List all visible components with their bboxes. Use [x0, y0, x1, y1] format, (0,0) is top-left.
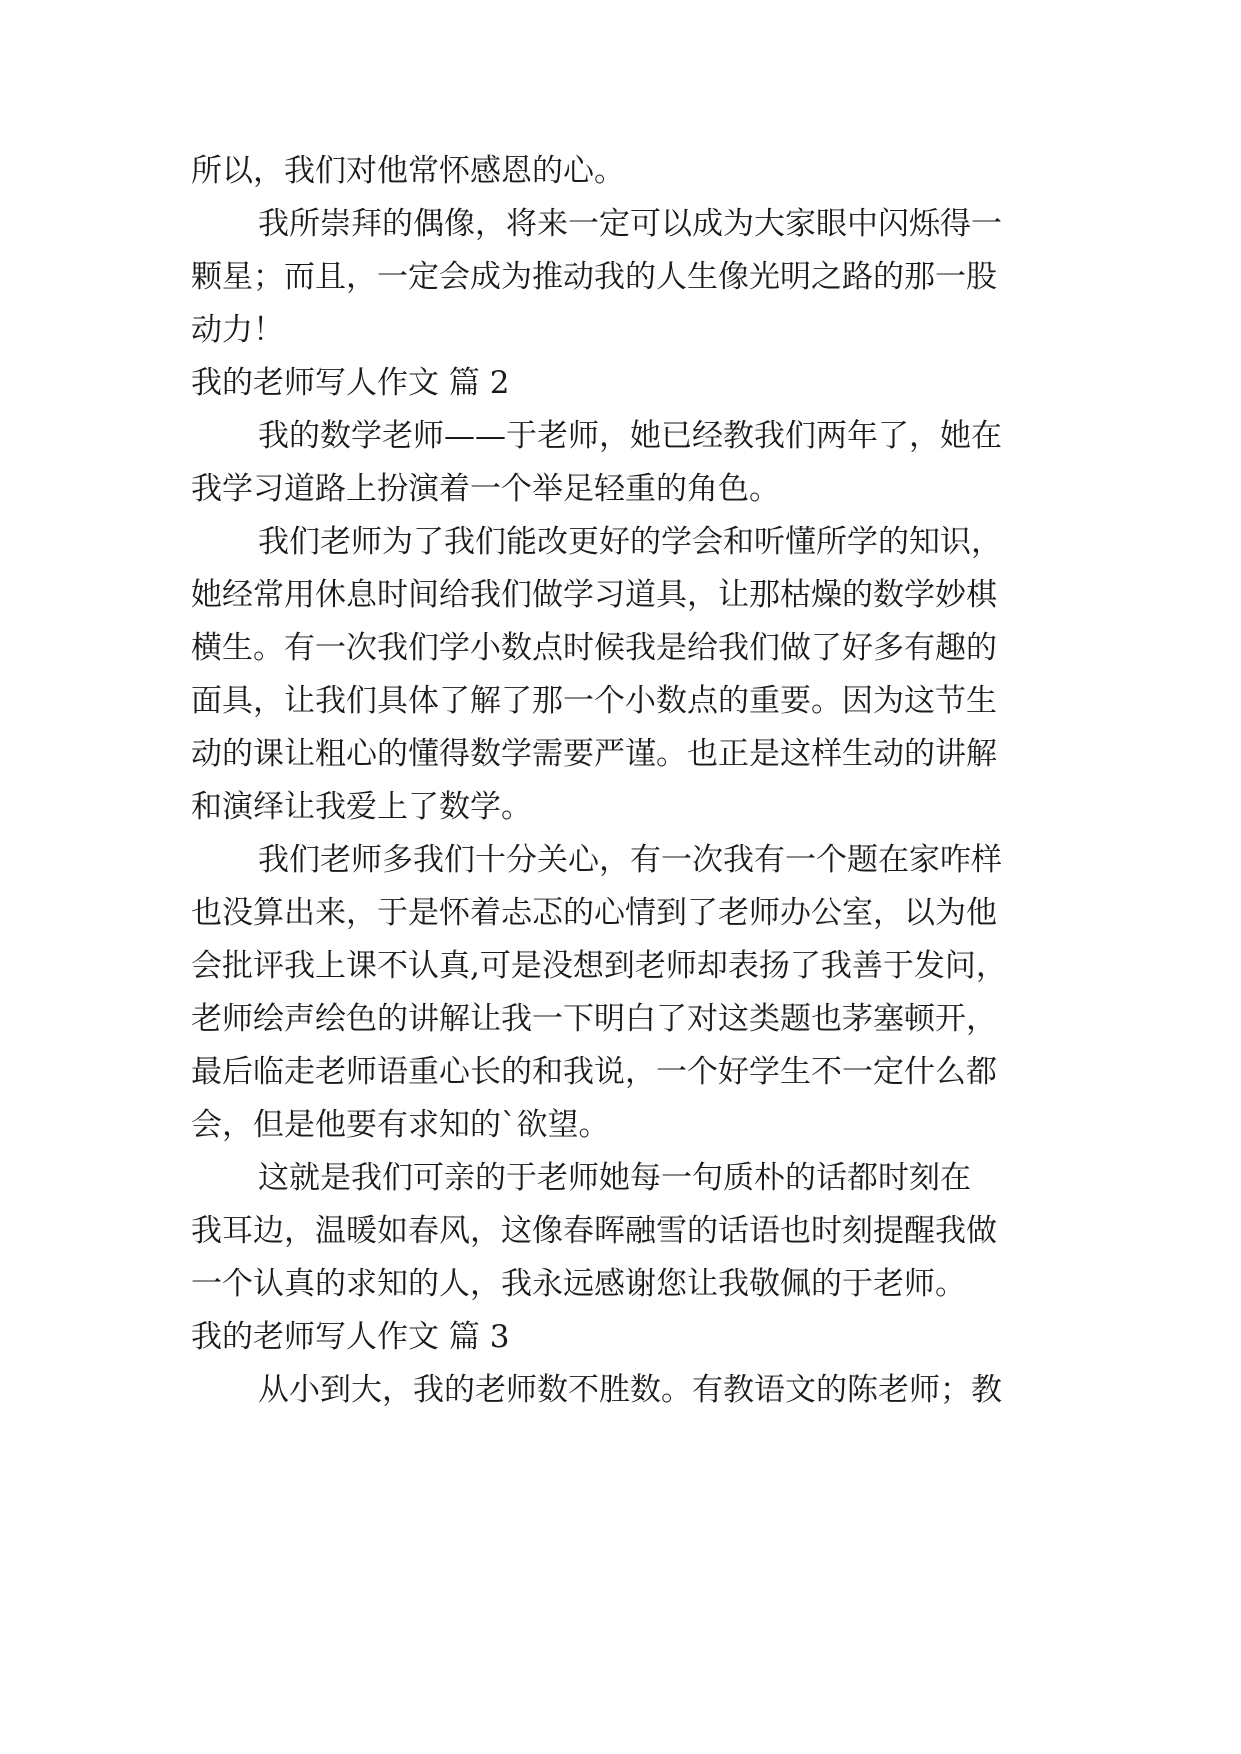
paragraph-line: 我们老师为了我们能改更好的学会和听懂所学的知识， [258, 524, 1002, 560]
paragraph-line: 动力！ [191, 312, 284, 348]
paragraph-line: 从小到大，我的老师数不胜数。有教语文的陈老师；教 [258, 1372, 1002, 1408]
paragraph-line: 我们老师多我们十分关心，有一次我有一个题在家咋样 [258, 842, 1002, 878]
section-heading: 我的老师写人作文 篇 2 [191, 365, 510, 401]
paragraph-line: 我耳边，温暖如春风，这像春晖融雪的话语也时刻提醒我做 [191, 1213, 997, 1249]
paragraph-line: 颗星；而且，一定会成为推动我的人生像光明之路的那一股 [191, 259, 997, 295]
paragraph-line: 会，但是他要有求知的`欲望。 [191, 1107, 610, 1143]
paragraph-line: 我学习道路上扮演着一个举足轻重的角色。 [191, 471, 780, 507]
section-heading: 我的老师写人作文 篇 3 [191, 1319, 510, 1355]
paragraph-line: 会批评我上课不认真,可是没想到老师却表扬了我善于发问， [191, 948, 1007, 984]
paragraph-line: 面具，让我们具体了解了那一个小数点的重要。因为这节生 [191, 683, 997, 719]
paragraph-line: 所以，我们对他常怀感恩的心。 [191, 153, 625, 189]
paragraph-line: 横生。有一次我们学小数点时候我是给我们做了好多有趣的 [191, 630, 997, 666]
paragraph-line: 一个认真的求知的人，我永远感谢您让我敬佩的于老师。 [191, 1266, 966, 1302]
paragraph-line: 她经常用休息时间给我们做学习道具，让那枯燥的数学妙棋 [191, 577, 997, 613]
paragraph-line: 最后临走老师语重心长的和我说，一个好学生不一定什么都 [191, 1054, 997, 1090]
paragraph-line: 动的课让粗心的懂得数学需要严谨。也正是这样生动的讲解 [191, 736, 997, 772]
paragraph-line: 和演绎让我爱上了数学。 [191, 789, 532, 825]
paragraph-line: 这就是我们可亲的于老师她每一句质朴的话都时刻在 [258, 1160, 971, 1196]
paragraph-line: 老师绘声绘色的讲解让我一下明白了对这类题也茅塞顿开， [191, 1001, 997, 1037]
paragraph-line: 也没算出来，于是怀着忐忑的心情到了老师办公室，以为他 [191, 895, 997, 931]
paragraph-line: 我的数学老师——于老师，她已经教我们两年了，她在 [258, 418, 1002, 454]
paragraph-line: 我所崇拜的偶像，将来一定可以成为大家眼中闪烁得一 [258, 206, 1002, 242]
